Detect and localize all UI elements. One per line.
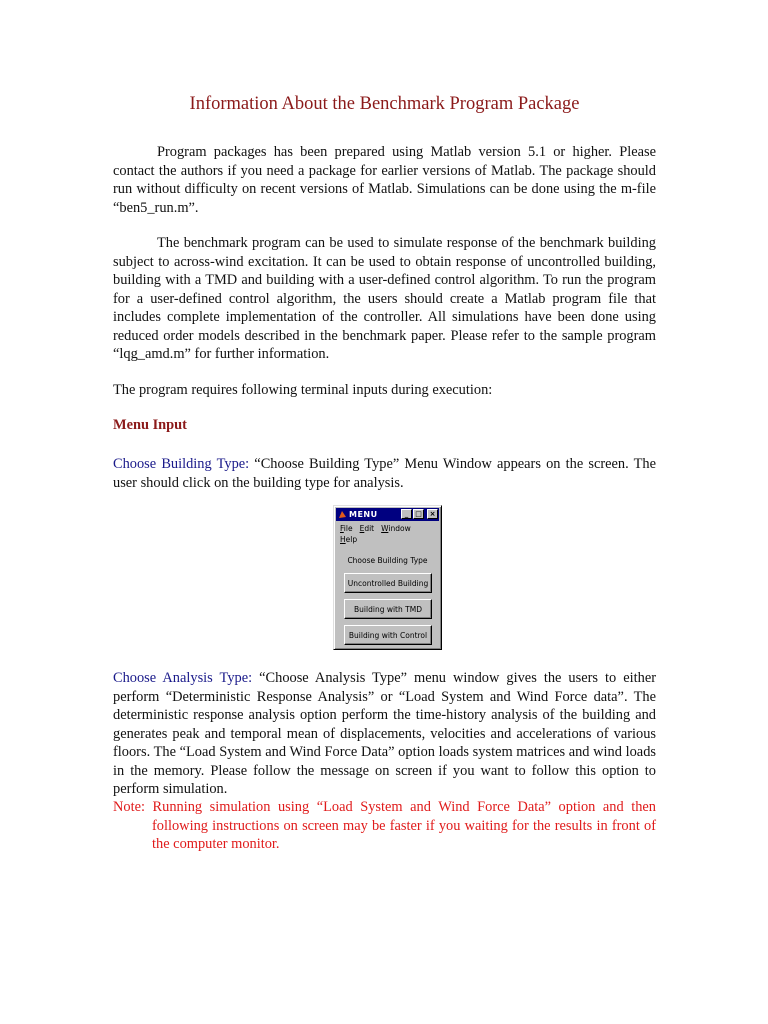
note-paragraph: Note: Running simulation using “Load System and Wind Force Data” option and then following instructions on screen may be faster if you waiting for the results in front of the computer monitor. <box>113 799 656 852</box>
maximize-icon[interactable]: □ <box>413 509 424 519</box>
minimize-icon[interactable]: _ <box>401 509 412 519</box>
choose-building-type-label: Choose Building Type <box>347 556 428 565</box>
inputs-paragraph: The program requires following terminal inputs during execution: <box>113 382 493 398</box>
intro-paragraph: Program packages has been prepared using Matlab version 5.1 or higher. Please contact the authors if you need a package for earlier versions of Matlab. The package should run without difficulty on recent versions of Matlab. Simulations can be done using the m-file “ben5_run.m”. <box>113 144 656 216</box>
window-menubar <box>340 523 436 545</box>
uncontrolled-building-button[interactable]: Uncontrolled Building <box>344 573 432 593</box>
matlab-icon <box>338 510 347 519</box>
section-heading-menu-input: Menu Input <box>113 417 187 433</box>
window-controls <box>401 509 438 519</box>
menu-file[interactable]: File <box>340 524 353 533</box>
menu-edit[interactable]: Edit <box>359 524 375 533</box>
analysis-type-lead: Choose Analysis Type: <box>113 670 253 686</box>
window-titlebar[interactable] <box>336 508 439 521</box>
building-with-control-button[interactable]: Building with Control <box>344 625 432 645</box>
page-title: Information About the Benchmark Program Package <box>189 94 580 114</box>
building-type-lead: Choose Building Type: <box>113 456 250 472</box>
close-icon[interactable]: × <box>427 509 438 519</box>
building-type-text: “Choose Building Type” Menu Window appears on the screen. The user should click on the building type for analysis. <box>113 456 656 491</box>
window-title: MENU <box>349 510 378 519</box>
analysis-type-paragraph <box>113 669 656 799</box>
building-with-tmd-button[interactable]: Building with TMD <box>344 599 432 619</box>
analysis-type-text: “Choose Analysis Type” menu window gives the users to either perform “Deterministic Response Analysis” or “Load System and Wind Force data”. The deterministic response analysis option perform the time-history analysis of the building and generates peak and temporal mean of displacements, velocities and accelerations of various floors. The “Load System and Wind Force Data” option loads system matrices and wind loads in the memory. Please follow the message on screen if you want to follow this option to perform simulation. <box>113 670 657 797</box>
menu-window <box>333 505 442 650</box>
menu-window[interactable]: Window <box>381 524 411 533</box>
usage-paragraph: The benchmark program can be used to simulate response of the benchmark building subject to across-wind excitation. It can be used to obtain response of uncontrolled building, building with a TMD and building with a user-defined control algorithm. To run the program for a user-defined control algorithm, the users should create a Matlab program file that includes complete implementation of the controller. All simulations have been done using reduced order models described in the benchmark paper. Please refer to the sample program “lqg_amd.m” for further information. <box>113 235 656 362</box>
building-type-paragraph <box>113 455 656 492</box>
menu-help[interactable]: Help <box>340 535 358 544</box>
